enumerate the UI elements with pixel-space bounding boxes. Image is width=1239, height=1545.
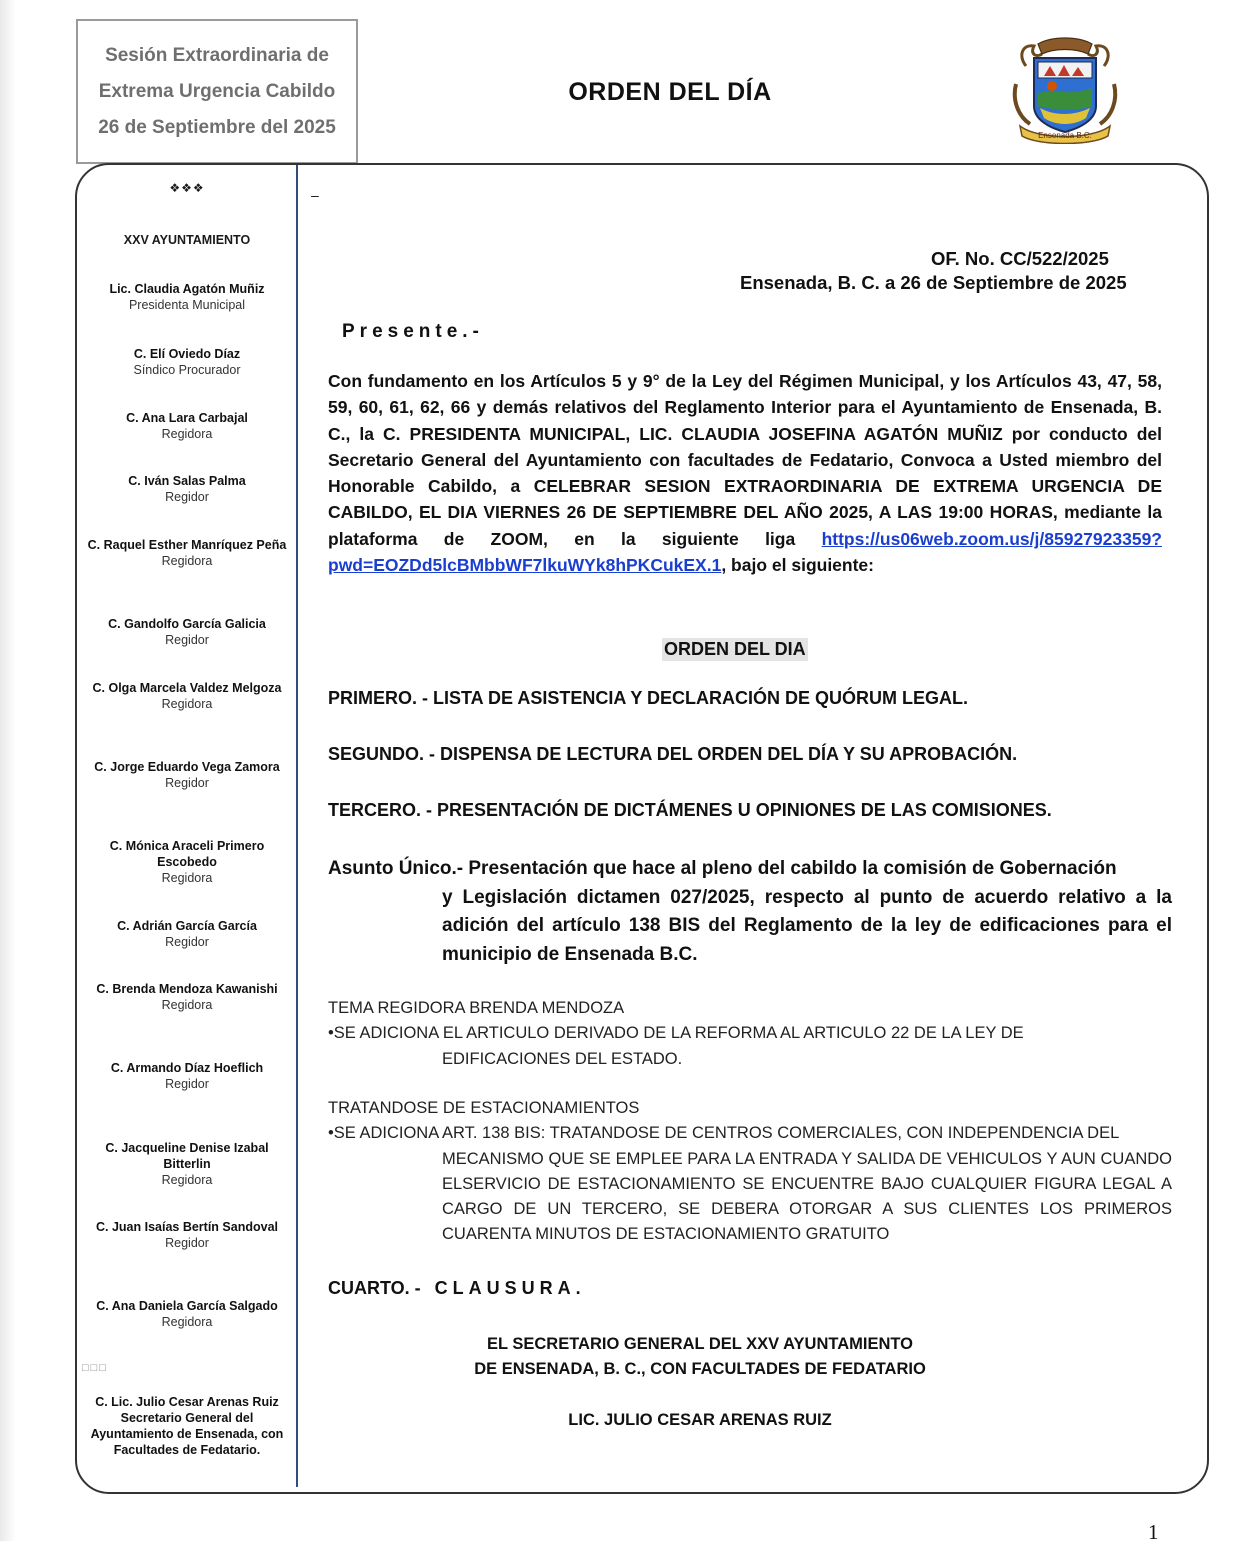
topic-2-bullet: •SE ADICIONA ART. 138 BIS: TRATANDOSE DE CENTROS COMERCIALES, CON INDEPENDENCIA DEL	[328, 1124, 1120, 1143]
council-member	[82, 1060, 292, 1092]
council-member-role: Regidora	[161, 1315, 213, 1329]
council-member-role: Regidora	[161, 1173, 213, 1187]
agenda-item-4	[328, 1278, 586, 1299]
session-line-3: 26 de Septiembre del 2025	[98, 116, 336, 138]
agenda-item-4-text: CLAUSURA.	[434, 1278, 586, 1298]
secretary-sidebar-entry	[82, 1394, 292, 1458]
council-member	[82, 918, 292, 950]
salutation: Presente.-	[342, 321, 484, 342]
sidebar-separator: □□□	[82, 1362, 108, 1374]
council-member-role: Regidor	[165, 776, 209, 790]
session-info-box	[76, 19, 358, 164]
agenda-item-2: SEGUNDO. - DISPENSA DE LECTURA DEL ORDEN DEL DÍA Y SU APROBACIÓN.	[328, 744, 1018, 764]
agenda-heading: ORDEN DEL DIA	[664, 639, 806, 659]
topic-2-bullet-continuation: MECANISMO QUE SE EMPLEE PARA LA ENTRADA Y SALIDA DE VEHICULOS Y AUN CUANDO ELSERVICIO DE ESTACIONAMIENTO SE ENCUENTRE BAJO CUALQUIER FIGURA LEGAL A CARGO DE UN TERCERO, SE DEBERA OTORGAR A SUS CLIENTES LOS PRIMEROS CUARENTA MINUTOS DE ESTACIONAMIENTO GRATUITO	[442, 1149, 1172, 1244]
council-member	[82, 759, 292, 791]
council-member-role: Regidora	[161, 697, 213, 711]
place-date: Ensenada, B. C. a 26 de Septiembre de 2025	[740, 272, 1127, 293]
page-title: ORDEN DEL DÍA	[568, 78, 772, 106]
sidebar-divider	[296, 165, 298, 1487]
topic-1-bullet-continuation: EDIFICACIONES DEL ESTADO.	[442, 1049, 683, 1068]
topic-1-bullet: •SE ADICIONA EL ARTICULO DERIVADO DE LA REFORMA AL ARTICULO 22 DE LA LEY DE	[328, 1024, 1024, 1043]
convocation-paragraph	[328, 368, 1162, 578]
council-member-name: C. Gandolfo García Galicia	[108, 617, 266, 631]
council-member	[82, 346, 292, 378]
council-member-role: Regidor	[165, 633, 209, 647]
council-member-name: C. Iván Salas Palma	[128, 474, 246, 488]
council-member-name: C. Brenda Mendoza Kawanishi	[96, 982, 278, 996]
council-member-name: C. Jacqueline Denise Izabal Bitterlin	[105, 1141, 269, 1171]
council-sidebar	[82, 180, 292, 248]
ornament-glyph: ❖❖❖	[169, 181, 205, 195]
dash-mark: –	[311, 187, 319, 203]
secretary-sidebar-name: C. Lic. Julio Cesar Arenas Ruiz	[95, 1395, 279, 1409]
council-member-role: Regidor	[165, 935, 209, 949]
page-edge-shadow	[0, 0, 16, 1541]
council-member	[82, 1219, 292, 1251]
topic-1-title: TEMA REGIDORA BRENDA MENDOZA	[328, 999, 625, 1017]
council-member-role: Presidenta Municipal	[128, 298, 246, 312]
topic-brenda-mendoza	[328, 996, 1172, 1072]
council-member-name: C. Armando Díaz Hoeflich	[110, 1061, 264, 1075]
council-member-name: C. Adrián García García	[117, 919, 257, 933]
topic-parking	[328, 1096, 1172, 1248]
session-line-2: Extrema Urgencia Cabildo	[98, 80, 336, 102]
svg-text:Ensenada B.C.: Ensenada B.C.	[1038, 131, 1092, 140]
single-matter-continuation: y Legislación dictamen 027/2025, respecto al punto de acuerdo relativo a la adición del artículo 138 BIS del Reglamento de la ley de edificaciones para el municipio de Ensenada B.C.	[442, 886, 1172, 965]
council-member-name: C. Ana Lara Carbajal	[126, 411, 248, 425]
secretary-sidebar-role: Secretario General del Ayuntamiento de Ensenada, con Facultades de Fedatario.	[90, 1411, 284, 1457]
signature-line-2: DE ENSENADA, B. C., CON FACULTADES DE FEDATARIO	[474, 1360, 926, 1378]
topic-2-title: TRATANDOSE DE ESTACIONAMIENTOS	[328, 1099, 640, 1117]
ayuntamiento-heading: XXV AYUNTAMIENTO	[123, 233, 251, 247]
office-number: OF. No. CC/522/2025	[931, 248, 1109, 269]
council-member-role: Síndico Procurador	[133, 363, 241, 377]
council-member-role: Regidora	[161, 554, 213, 568]
council-member	[82, 1140, 292, 1188]
council-member	[82, 281, 292, 313]
council-member	[82, 616, 292, 648]
council-member-name: C. Juan Isaías Bertín Sandoval	[95, 1220, 278, 1234]
agenda-item-1: PRIMERO. - LISTA DE ASISTENCIA Y DECLARACIÓN DE QUÓRUM LEGAL.	[328, 688, 969, 708]
council-member-name: C. Elí Oviedo Díaz	[133, 347, 241, 361]
council-member	[82, 537, 292, 569]
ensenada-coat-of-arms-logo	[1008, 36, 1122, 144]
agenda-item-3: TERCERO. - PRESENTACIÓN DE DICTÁMENES U OPINIONES DE LAS COMISIONES.	[328, 800, 1052, 820]
council-member-name: C. Jorge Eduardo Vega Zamora	[94, 760, 280, 774]
signature-line-1: EL SECRETARIO GENERAL DEL XXV AYUNTAMIENTO	[486, 1335, 913, 1353]
council-member-name: C. Olga Marcela Valdez Melgoza	[92, 681, 282, 695]
council-member-name: C. Mónica Araceli Primero Escobedo	[109, 839, 265, 869]
council-member-role: Regidor	[165, 1077, 209, 1091]
council-member-role: Regidor	[165, 490, 209, 504]
council-member-role: Regidora	[161, 427, 213, 441]
agenda-item-4-label: CUARTO. -	[328, 1278, 421, 1298]
convocation-text: Con fundamento en los Artículos 5 y 9° de la Ley del Régimen Municipal, y los Artículos 43, 47, 58, 59, 60, 61, 62, 66 y demás relativos del Reglamento Interior para el Ayuntamiento de Ensenada, B. C., la C. PRESIDENTA MUNICIPAL, LIC. CLAUDIA JOSEFINA AGATÓN MUÑIZ por conducto del Secretario General del Ayuntamiento con facultades de Fedatario, Convoca a Usted miembro del Honorable Cabildo, a CELEBRAR SESION EXTRAORDINARIA DE EXTREMA URGENCIA DE CABILDO, EL DIA VIERNES 26 DE SEPTIEMBRE DEL AÑO 2025, A LAS 19:00 HORAS, mediante la plataforma de ZOOM, en la siguiente liga	[328, 371, 1162, 549]
council-member	[82, 410, 292, 442]
session-line-1: Sesión Extraordinaria de	[105, 44, 329, 66]
council-member-role: Regidor	[165, 1236, 209, 1250]
council-member-role: Regidora	[161, 871, 213, 885]
council-member	[82, 1298, 292, 1330]
council-member	[82, 473, 292, 505]
page-number: 1	[1148, 1520, 1159, 1544]
council-member	[82, 838, 292, 886]
council-member-name: Lic. Claudia Agatón Muñiz	[109, 282, 265, 296]
single-matter	[328, 855, 1172, 969]
single-matter-first-line: Asunto Único.- Presentación que hace al pleno del cabildo la comisión de Gobernación	[328, 858, 1117, 879]
signature-name: LIC. JULIO CESAR ARENAS RUIZ	[568, 1411, 832, 1429]
convocation-text-end: , bajo el siguiente:	[721, 555, 874, 576]
council-member	[82, 680, 292, 712]
council-member	[82, 981, 292, 1013]
council-member-name: C. Ana Daniela García Salgado	[96, 1299, 278, 1313]
council-member-name: C. Raquel Esther Manríquez Peña	[87, 538, 287, 552]
council-member-role: Regidora	[161, 998, 213, 1012]
signature-block	[400, 1332, 1000, 1382]
zoom-meeting-link[interactable]: https://us06web.zoom.us/j/85927923359?pwd=EOZDd5lcBMbbWF7lkuWYk8hPKCukEX.1	[328, 528, 1162, 576]
